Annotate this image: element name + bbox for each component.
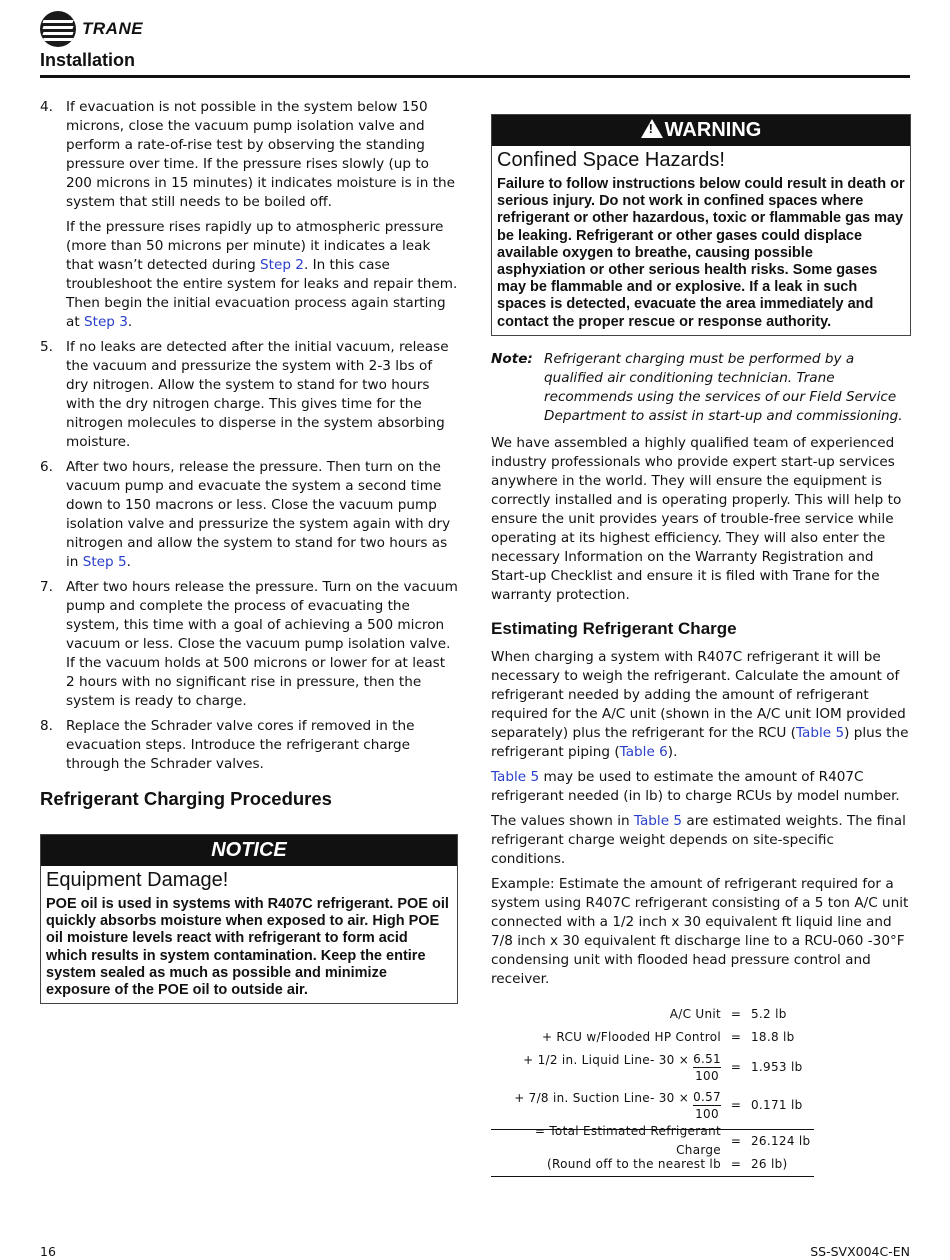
step-number: 8. (40, 718, 53, 734)
step-number: 4. (40, 99, 53, 115)
notice-label: NOTICE (41, 835, 457, 866)
fraction: $\frac{0.57}{100}$ (693, 1090, 721, 1122)
warning-title: Confined Space Hazards! (497, 149, 725, 171)
step-2-link[interactable]: Step 2 (260, 257, 304, 273)
table-5-link[interactable]: Table 5 (491, 768, 540, 785)
step-text: After two hours release the pressure. Turn on the vacuum pump and complete the process of evacuating the system, this time with a goal of achieving a 500 micron vacuum or less. Close the vacuum pump isolation valve. If the vacuum holds at 500 microns or lower for at least 2 hours with no significant rise in pressure, then the system is ready to charge. (66, 579, 458, 709)
step-text: After two hours, release the pressure. Then turn on the vacuum pump and evacuate the system a second time down to 150 macrons or less. Close the vacuum pump isolation valve and pressurize the system again with dry nitrogen and allow the system to stand for two hours as in Step 5. (66, 459, 451, 570)
estimating-charge-heading: Estimating Refrigerant Charge (491, 618, 737, 638)
warning-label: WARNING (664, 119, 762, 141)
calc-row: (Round off to the nearest lb = 26 lb) (547, 1156, 788, 1171)
document-id: SS-SVX004C-EN (810, 1244, 910, 1259)
table-5-link[interactable]: Table 5 (633, 812, 683, 829)
step-5-link[interactable]: Step 5 (82, 554, 127, 570)
paragraph: Table 5 may be used to estimate the amount of R407C refrigerant needed (in lb) to charge RCUs by model number. (491, 768, 900, 804)
step-text: If no leaks are detected after the initial vacuum, release the vacuum and pressurize the system with 2-3 lbs of dry nitrogen. Allow the system to stand for two hours with the dry nitrogen charge. This gives time for the nitrogen molecules to disperse in the system absorbing moisture. (66, 339, 449, 450)
calc-row: + 7/8 in. Suction Line- 30 × $\frac{0.57}{100}$ = 0.171 lb (514, 1090, 803, 1122)
calc-divider (491, 1176, 814, 1177)
step-number: 6. (40, 459, 53, 475)
table-5-link[interactable]: Table 5 (795, 724, 845, 741)
warning-icon: ! (641, 119, 663, 138)
paragraph: Example: Estimate the amount of refrigerant required for a system using R407C refrigerant consisting of a 5 ton A/C unit connected with a 1/2 inch x 30 equivalent ft liquid line and 7/8 inch x 30 equivalent ft discharge line to a RCU-060 -30°F condensing unit with flooded head pressure control and receiver. (491, 875, 909, 987)
fraction: $\frac{6.51}{100}$ (693, 1052, 721, 1084)
step-item-5 (40, 338, 458, 452)
note-label: Note: (491, 350, 533, 367)
paragraph: The values shown in Table 5 are estimated weights. The final refrigerant charge weight depends on site-specific conditions. (491, 812, 906, 867)
header-rule (40, 75, 910, 78)
step-item-8 (40, 717, 458, 774)
note-text: Refrigerant charging must be performed by a qualified air conditioning technician. Trane recommends using the services of our Field Service Department to assist in start-up and commissioning. (544, 350, 903, 424)
calc-row: = Total Estimated Refrigerant Charge = 26.124 lb (534, 1124, 811, 1158)
step-item-7 (40, 578, 458, 711)
section-title: Installation (40, 50, 136, 70)
note-block (491, 350, 911, 426)
table-6-link[interactable]: Table 6 (619, 743, 668, 760)
right-column (491, 114, 911, 1177)
left-column (40, 98, 458, 1004)
step-number: 5. (40, 339, 53, 355)
trane-logo-icon (40, 11, 76, 47)
step-text: If evacuation is not possible in the system below 150 microns, close the vacuum pump isolation valve and perform a rate-of-rise test by observing the standing pressure over time. If the pressure rises slowly (up to 200 microns in 15 minutes) it indicates moisture is in the system that still needs to be boiled off. (66, 99, 456, 210)
step-text: If the pressure rises rapidly up to atmospheric pressure (more than 50 microns per minute) it indicates a leak that wasn’t detected during Step 2. In this case troubleshoot the entire system for leaks and repair them. Then begin the initial evacuation process again starting at Step 3. (66, 219, 458, 330)
paragraph: We have assembled a highly qualified team of experienced industry professionals who provide expert start-up services anywhere in the world. They will ensure the equipment is correctly installed and is operating properly. This will help to ensure the unit provides years of trouble-free service while operating at its highest efficiency. They will also enter the necessary Information on the Warranty Registration and Start-up Checklist and ensure it is filed with Trane for the warranty protection. (491, 434, 902, 603)
notice-title: Equipment Damage! (46, 869, 229, 891)
warning-box (491, 114, 911, 336)
warning-text: Failure to follow instructions below could result in death or serious injury. Do not work in confined spaces where refrigerant or other hazardous, toxic or flammable gas may be leaking. Refrigerant or other gases could displace available oxygen to breathe, causing possible asphyxiation or other serious health risks. Some gases may be flammable and or explosive. If a leak in such spaces is detected, evacuate the area immediately and contact the proper rescue or response authority. (497, 176, 905, 330)
warning-header (492, 115, 910, 146)
step-number: 7. (40, 579, 53, 595)
charge-calculation (491, 1003, 814, 1177)
page-number: 16 (40, 1244, 56, 1259)
notice-box (40, 834, 458, 1004)
step-item-4 (40, 98, 458, 332)
step-item-6 (40, 458, 458, 572)
step-text: Replace the Schrader valve cores if removed in the evacuation steps. Introduce the refrigerant charge through the Schrader valves. (66, 718, 415, 772)
calc-row: + RCU w/Flooded HP Control = 18.8 lb (541, 1029, 795, 1044)
notice-text: POE oil is used in systems with R407C refrigerant. POE oil quickly absorbs moisture when exposed to air. High POE oil moisture levels react with refrigerant to form acid which results in system contamination. Keep the entire system sealed as much as possible and minimize exposure of the POE oil to outside air. (46, 896, 449, 999)
brand-name: TRANE (82, 19, 144, 38)
calc-row: + 1/2 in. Liquid Line- 30 × $\frac{6.51}{100}$ = 1.953 lb (523, 1052, 803, 1084)
paragraph: When charging a system with R407C refrigerant it will be necessary to weigh the refrigerant. Calculate the amount of refrigerant needed by adding the amount of refrigerant required for the A/C unit (shown in the A/C unit IOM provided separately) plus the refrigerant for the RCU (Table 5) plus the refrigerant piping (Table 6). (491, 648, 909, 760)
step-3-link[interactable]: Step 3 (83, 314, 128, 330)
calc-row: A/C Unit = 5.2 lb (669, 1006, 787, 1021)
trane-logo (40, 11, 143, 47)
charging-procedures-heading: Refrigerant Charging Procedures (40, 788, 332, 809)
